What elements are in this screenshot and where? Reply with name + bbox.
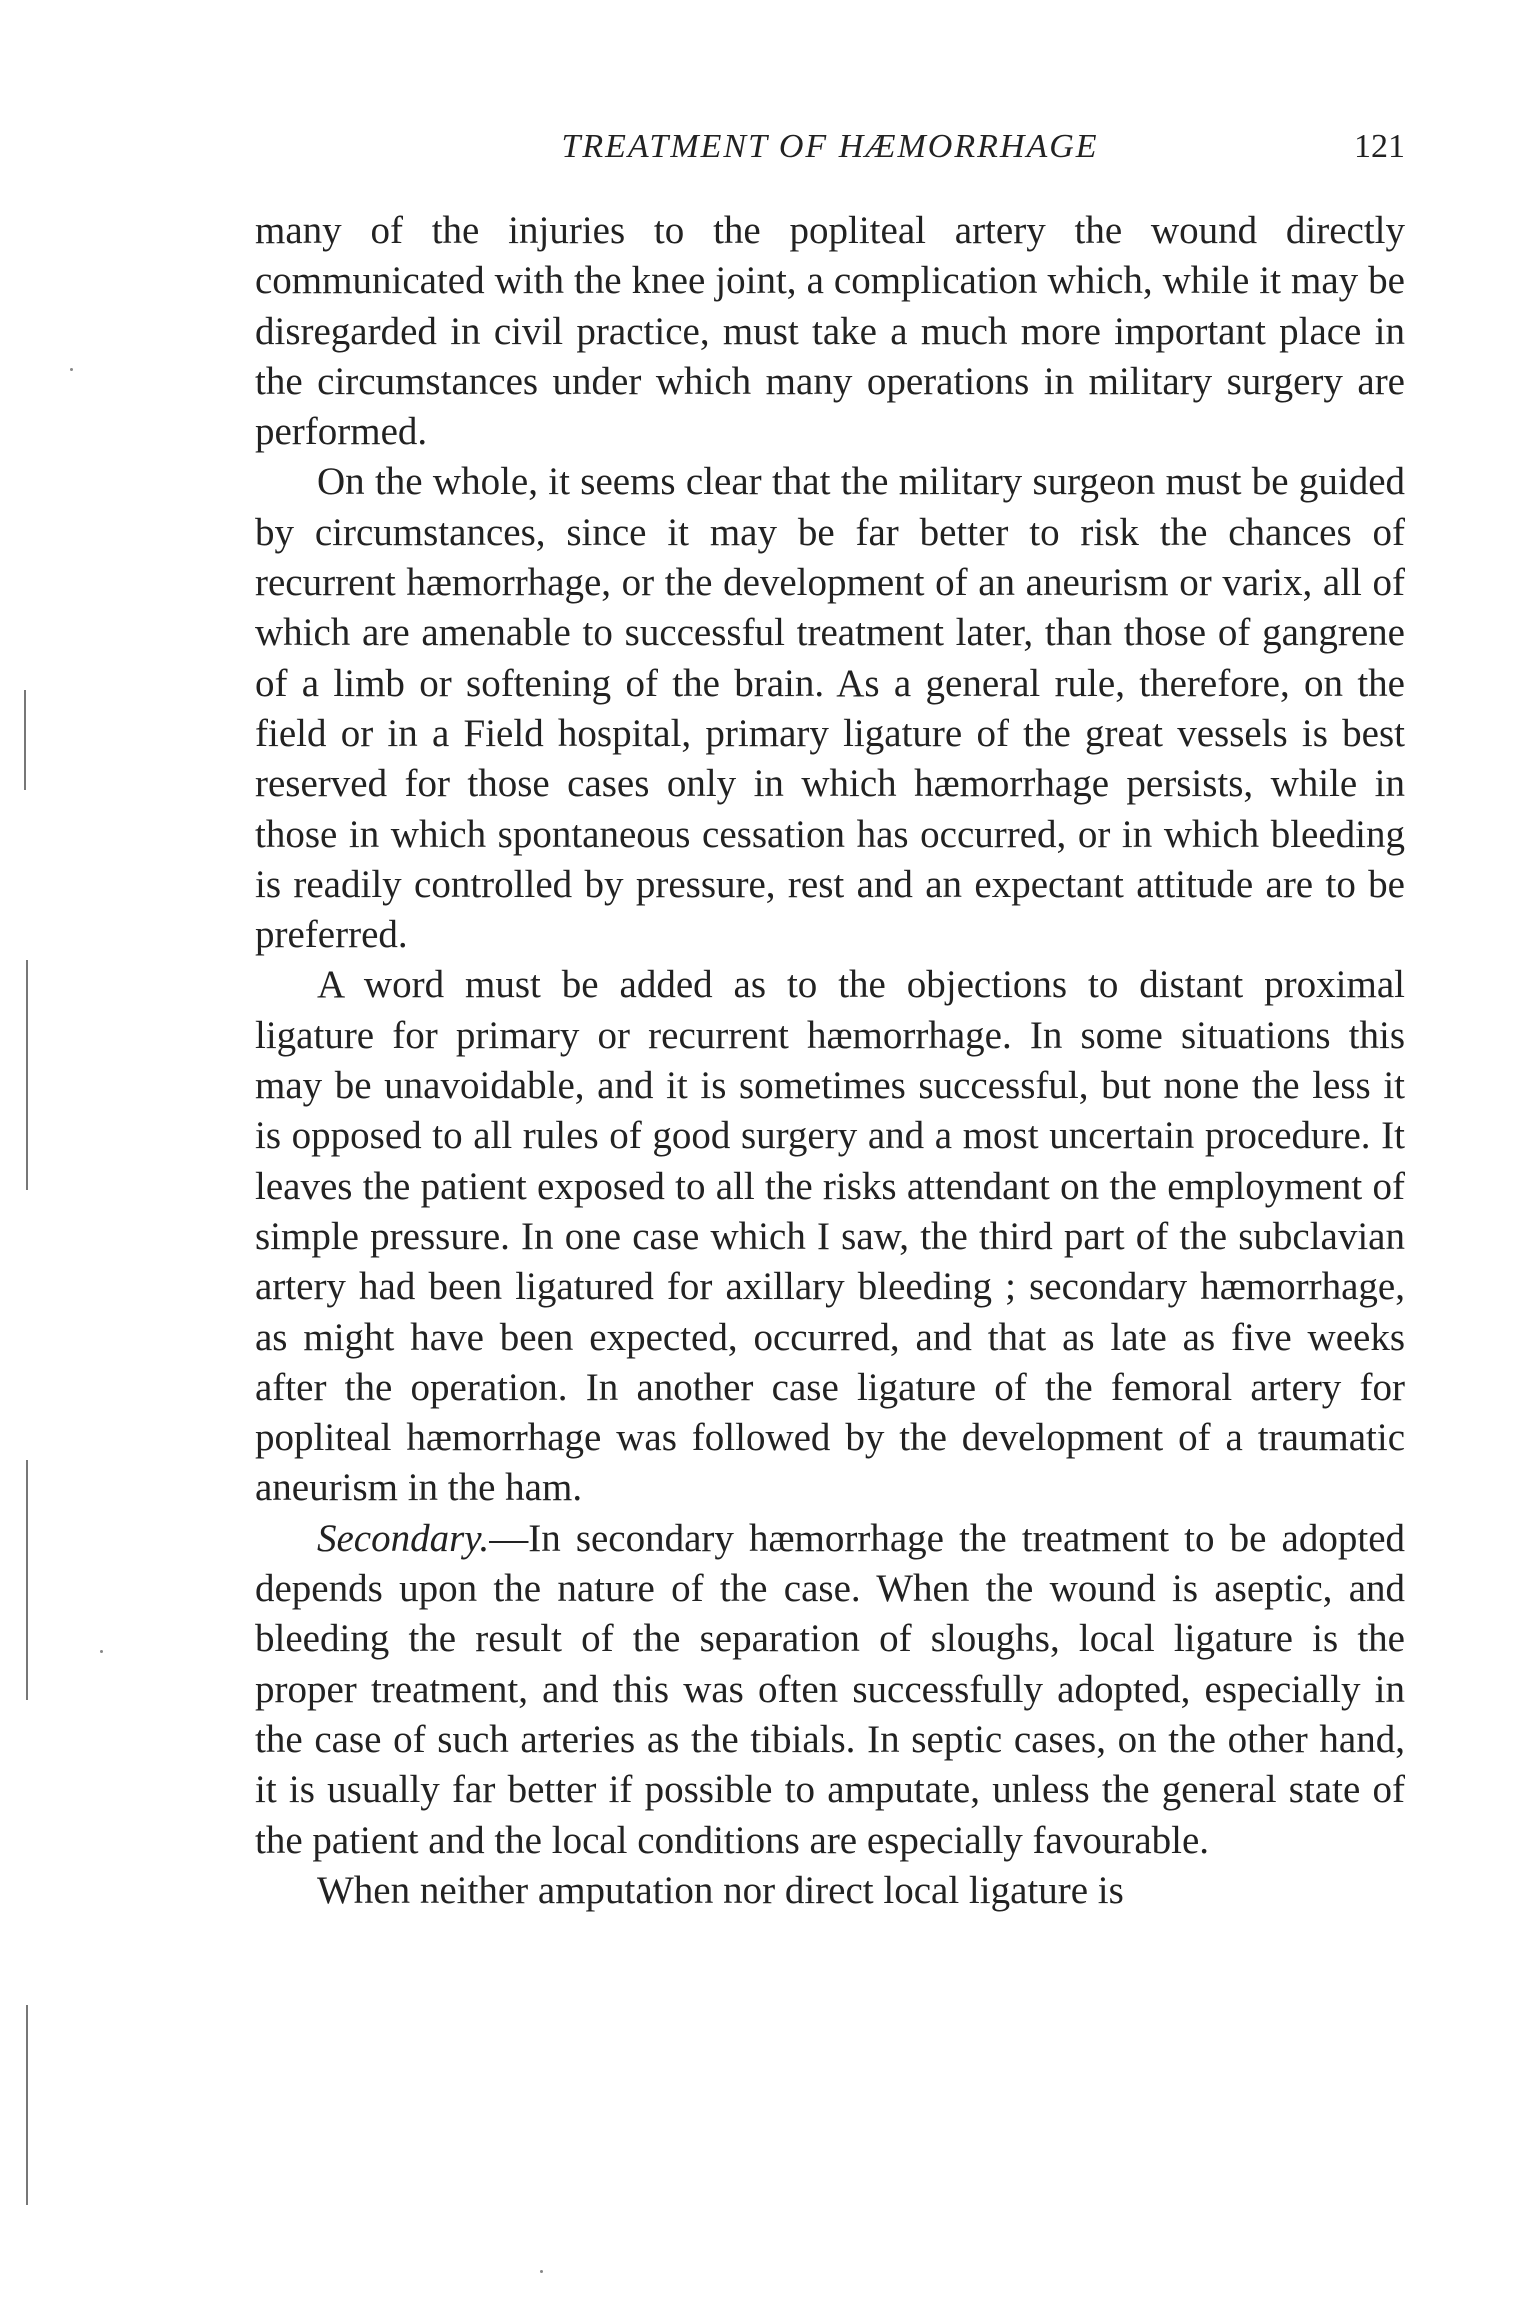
paragraph-final-line: When neither amputation nor direct local ligature is: [317, 1868, 1124, 1912]
margin-scan-mark: [26, 1460, 28, 1700]
paragraph-distant-ligature: A word must be added as to the objections to distant proximal ligature for primary or recurrent hæmorrhage. In some situations this may be unavoidable, and it is sometimes successful, but none the less it is opposed to all rules of good surgery and a most uncertain procedure. It leaves the patient exposed to all the risks attendant on the employment of simple pressure. In one case which I saw, the third part of the subclavian artery had been ligatured for axillary bleeding ; secondary hæmorrhage, as might have been expected, occurred, and that as late as five weeks after the operation. In another case ligature of the femoral artery for popliteal hæmorrhage was followed by the development of a traumatic aneurism in the ham.: [255, 963, 1405, 1510]
scan-speck: [70, 368, 73, 371]
margin-scan-mark: [26, 2005, 28, 2205]
margin-scan-mark: [26, 960, 28, 1190]
running-head: [255, 128, 1405, 178]
scan-speck: [100, 1650, 103, 1653]
running-title: TREATMENT OF HÆMORRHAGE: [561, 128, 1099, 165]
body-text: [255, 206, 1405, 1916]
page-number: 121: [1354, 128, 1405, 165]
margin-scan-mark: [24, 690, 26, 790]
run-in-heading: Secondary.: [317, 1516, 490, 1560]
paragraph-continuation: many of the injuries to the popliteal artery the wound directly communicated with the knee joint, a complication which, while it may be disregarded in civil practice, must take a much more important place in the circumstances under which many operations in military surgery are performed.: [255, 209, 1405, 454]
paragraph-secondary-text: —In secondary hæmorrhage the treatment to be adopted depends upon the nature of the case. When the wound is aseptic, and bleeding the result of the separation of sloughs, local ligature is the proper treatment, and this was often successfully adopted, especially in the case of such arteries as the tibials. In septic cases, on the other hand, it is usually far better if possible to amputate, unless the general state of the patient and the local conditions are especially favourable.: [255, 1516, 1405, 1862]
scan-speck: [540, 2270, 543, 2273]
paragraph-military-surgeon: On the whole, it seems clear that the military surgeon must be guided by circumstances, since it may be far better to risk the chances of recurrent hæmorrhage, or the development of an aneurism or varix, all of which are amenable to successful treatment later, than those of gangrene of a limb or softening of the brain. As a general rule, therefore, on the field or in a Field hospital, primary ligature of the great vessels is best reserved for those cases only in which hæmorrhage persists, while in those in which spontaneous cessation has occurred, or in which bleeding is readily controlled by pressure, rest and an expectant attitude are to be preferred.: [255, 460, 1405, 957]
paragraph-secondary-haemorrhage: [255, 1514, 1405, 1866]
